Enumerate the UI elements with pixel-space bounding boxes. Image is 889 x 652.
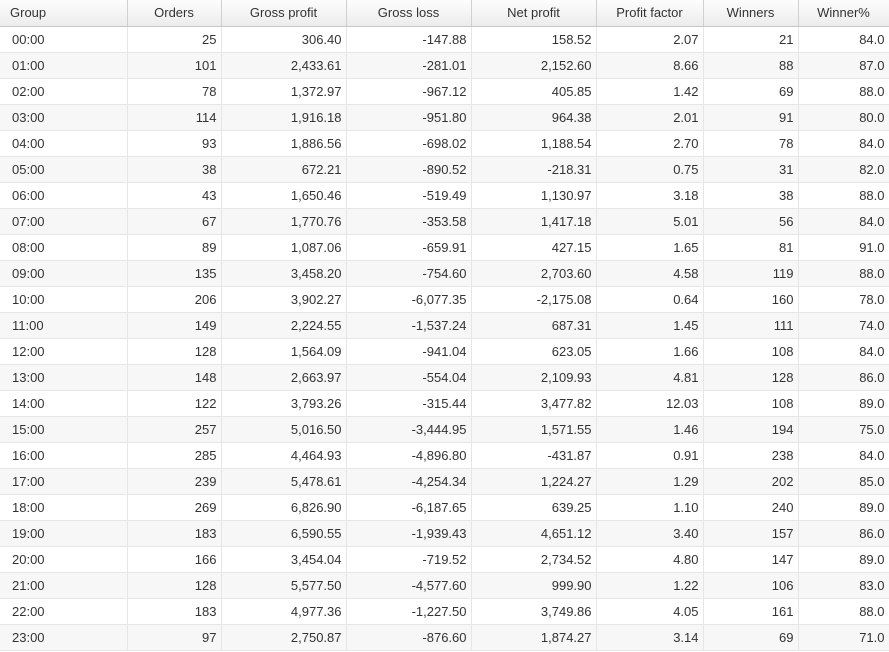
cell-gross-loss: -554.04 [346, 364, 471, 390]
cell-gross-loss: -4,254.34 [346, 468, 471, 494]
cell-gross-profit: 306.40 [221, 26, 346, 52]
table-body [0, 26, 889, 650]
cell-winners: 240 [703, 494, 798, 520]
cell-winners: 78 [703, 130, 798, 156]
cell-gross-profit: 1,650.46 [221, 182, 346, 208]
cell-group: 15:00 [0, 416, 127, 442]
cell-winner-percent: 86.0 [798, 364, 889, 390]
table-row[interactable] [0, 234, 889, 260]
cell-orders: 239 [127, 468, 221, 494]
table-row[interactable] [0, 104, 889, 130]
cell-profit-factor: 3.18 [596, 182, 703, 208]
cell-gross-profit: 1,087.06 [221, 234, 346, 260]
cell-winners: 202 [703, 468, 798, 494]
table-row[interactable] [0, 26, 889, 52]
cell-group: 06:00 [0, 182, 127, 208]
cell-net-profit: 2,152.60 [471, 52, 596, 78]
cell-winners: 106 [703, 572, 798, 598]
table-row[interactable] [0, 572, 889, 598]
cell-profit-factor: 1.22 [596, 572, 703, 598]
cell-orders: 93 [127, 130, 221, 156]
column-header-winner-percent[interactable]: Winner% [798, 0, 889, 26]
cell-winners: 119 [703, 260, 798, 286]
cell-net-profit: 3,477.82 [471, 390, 596, 416]
column-header-profit-factor[interactable]: Profit factor [596, 0, 703, 26]
cell-winners: 194 [703, 416, 798, 442]
cell-group: 02:00 [0, 78, 127, 104]
cell-net-profit: 639.25 [471, 494, 596, 520]
cell-gross-profit: 5,478.61 [221, 468, 346, 494]
cell-winners: 157 [703, 520, 798, 546]
cell-profit-factor: 4.58 [596, 260, 703, 286]
cell-winner-percent: 88.0 [798, 260, 889, 286]
cell-winner-percent: 89.0 [798, 494, 889, 520]
cell-net-profit: 1,417.18 [471, 208, 596, 234]
cell-winners: 161 [703, 598, 798, 624]
cell-orders: 78 [127, 78, 221, 104]
cell-gross-loss: -941.04 [346, 338, 471, 364]
cell-orders: 183 [127, 598, 221, 624]
cell-group: 04:00 [0, 130, 127, 156]
table-header [0, 0, 889, 26]
cell-group: 20:00 [0, 546, 127, 572]
cell-winner-percent: 85.0 [798, 468, 889, 494]
cell-orders: 128 [127, 338, 221, 364]
cell-winners: 56 [703, 208, 798, 234]
table-row[interactable] [0, 260, 889, 286]
cell-net-profit: 1,224.27 [471, 468, 596, 494]
cell-winners: 108 [703, 390, 798, 416]
cell-group: 11:00 [0, 312, 127, 338]
cell-profit-factor: 3.14 [596, 624, 703, 650]
cell-orders: 166 [127, 546, 221, 572]
cell-profit-factor: 0.91 [596, 442, 703, 468]
cell-group: 21:00 [0, 572, 127, 598]
table-row[interactable] [0, 312, 889, 338]
cell-net-profit: 964.38 [471, 104, 596, 130]
cell-net-profit: 3,749.86 [471, 598, 596, 624]
table-row[interactable] [0, 52, 889, 78]
cell-gross-loss: -659.91 [346, 234, 471, 260]
column-header-gross-profit[interactable]: Gross profit [221, 0, 346, 26]
header-row [0, 0, 889, 26]
cell-profit-factor: 3.40 [596, 520, 703, 546]
cell-net-profit: -431.87 [471, 442, 596, 468]
cell-orders: 97 [127, 624, 221, 650]
cell-group: 09:00 [0, 260, 127, 286]
cell-net-profit: 623.05 [471, 338, 596, 364]
cell-orders: 285 [127, 442, 221, 468]
table-row[interactable] [0, 546, 889, 572]
cell-group: 19:00 [0, 520, 127, 546]
cell-net-profit: 2,734.52 [471, 546, 596, 572]
cell-group: 05:00 [0, 156, 127, 182]
cell-profit-factor: 2.01 [596, 104, 703, 130]
cell-gross-profit: 1,886.56 [221, 130, 346, 156]
cell-gross-loss: -4,577.60 [346, 572, 471, 598]
cell-gross-loss: -353.58 [346, 208, 471, 234]
column-header-net-profit[interactable]: Net profit [471, 0, 596, 26]
cell-gross-loss: -519.49 [346, 182, 471, 208]
cell-profit-factor: 1.42 [596, 78, 703, 104]
cell-gross-loss: -1,939.43 [346, 520, 471, 546]
cell-net-profit: 999.90 [471, 572, 596, 598]
cell-gross-loss: -967.12 [346, 78, 471, 104]
cell-winner-percent: 78.0 [798, 286, 889, 312]
cell-gross-profit: 3,458.20 [221, 260, 346, 286]
cell-profit-factor: 1.46 [596, 416, 703, 442]
cell-winner-percent: 74.0 [798, 312, 889, 338]
cell-gross-profit: 5,016.50 [221, 416, 346, 442]
cell-net-profit: 427.15 [471, 234, 596, 260]
cell-group: 00:00 [0, 26, 127, 52]
cell-winners: 38 [703, 182, 798, 208]
cell-winner-percent: 84.0 [798, 26, 889, 52]
cell-orders: 43 [127, 182, 221, 208]
cell-winner-percent: 88.0 [798, 182, 889, 208]
cell-gross-profit: 3,793.26 [221, 390, 346, 416]
table-row[interactable] [0, 442, 889, 468]
cell-winner-percent: 84.0 [798, 442, 889, 468]
cell-winners: 238 [703, 442, 798, 468]
cell-profit-factor: 2.07 [596, 26, 703, 52]
cell-winner-percent: 84.0 [798, 208, 889, 234]
cell-gross-profit: 2,433.61 [221, 52, 346, 78]
cell-orders: 89 [127, 234, 221, 260]
cell-gross-loss: -4,896.80 [346, 442, 471, 468]
cell-orders: 148 [127, 364, 221, 390]
column-header-orders[interactable]: Orders [127, 0, 221, 26]
cell-winner-percent: 91.0 [798, 234, 889, 260]
cell-winners: 108 [703, 338, 798, 364]
table-row[interactable] [0, 338, 889, 364]
cell-gross-profit: 4,977.36 [221, 598, 346, 624]
table-row[interactable] [0, 156, 889, 182]
table-row[interactable] [0, 624, 889, 650]
table-row[interactable] [0, 390, 889, 416]
table-row[interactable] [0, 468, 889, 494]
cell-gross-profit: 5,577.50 [221, 572, 346, 598]
cell-net-profit: 1,571.55 [471, 416, 596, 442]
cell-profit-factor: 12.03 [596, 390, 703, 416]
table-row[interactable] [0, 520, 889, 546]
cell-winner-percent: 88.0 [798, 598, 889, 624]
cell-winners: 21 [703, 26, 798, 52]
cell-winners: 160 [703, 286, 798, 312]
table-row[interactable] [0, 130, 889, 156]
cell-winners: 31 [703, 156, 798, 182]
table-row[interactable] [0, 494, 889, 520]
cell-winners: 91 [703, 104, 798, 130]
cell-orders: 257 [127, 416, 221, 442]
cell-winners: 128 [703, 364, 798, 390]
cell-winner-percent: 71.0 [798, 624, 889, 650]
cell-gross-loss: -6,077.35 [346, 286, 471, 312]
cell-gross-profit: 2,750.87 [221, 624, 346, 650]
cell-gross-loss: -281.01 [346, 52, 471, 78]
cell-profit-factor: 1.10 [596, 494, 703, 520]
cell-group: 22:00 [0, 598, 127, 624]
table-row[interactable] [0, 598, 889, 624]
cell-winners: 147 [703, 546, 798, 572]
cell-winner-percent: 86.0 [798, 520, 889, 546]
cell-gross-loss: -147.88 [346, 26, 471, 52]
cell-winner-percent: 84.0 [798, 338, 889, 364]
table-row[interactable] [0, 78, 889, 104]
cell-gross-profit: 1,372.97 [221, 78, 346, 104]
cell-orders: 67 [127, 208, 221, 234]
cell-net-profit: 1,874.27 [471, 624, 596, 650]
cell-gross-profit: 2,663.97 [221, 364, 346, 390]
cell-net-profit: 2,703.60 [471, 260, 596, 286]
cell-winners: 69 [703, 78, 798, 104]
cell-profit-factor: 1.29 [596, 468, 703, 494]
cell-net-profit: -2,175.08 [471, 286, 596, 312]
cell-winner-percent: 88.0 [798, 78, 889, 104]
cell-net-profit: 2,109.93 [471, 364, 596, 390]
cell-gross-profit: 1,770.76 [221, 208, 346, 234]
cell-profit-factor: 4.81 [596, 364, 703, 390]
cell-winners: 88 [703, 52, 798, 78]
cell-orders: 206 [127, 286, 221, 312]
cell-orders: 38 [127, 156, 221, 182]
cell-group: 12:00 [0, 338, 127, 364]
table-row[interactable] [0, 182, 889, 208]
cell-gross-profit: 6,826.90 [221, 494, 346, 520]
cell-group: 23:00 [0, 624, 127, 650]
cell-orders: 101 [127, 52, 221, 78]
cell-gross-loss: -951.80 [346, 104, 471, 130]
cell-gross-profit: 1,564.09 [221, 338, 346, 364]
cell-group: 01:00 [0, 52, 127, 78]
cell-orders: 135 [127, 260, 221, 286]
cell-profit-factor: 1.45 [596, 312, 703, 338]
cell-orders: 25 [127, 26, 221, 52]
cell-group: 07:00 [0, 208, 127, 234]
cell-net-profit: -218.31 [471, 156, 596, 182]
column-header-group[interactable]: Group [0, 0, 127, 26]
cell-orders: 183 [127, 520, 221, 546]
cell-gross-loss: -6,187.65 [346, 494, 471, 520]
cell-group: 13:00 [0, 364, 127, 390]
cell-orders: 122 [127, 390, 221, 416]
table-row[interactable] [0, 286, 889, 312]
cell-winner-percent: 80.0 [798, 104, 889, 130]
cell-gross-profit: 6,590.55 [221, 520, 346, 546]
cell-gross-loss: -890.52 [346, 156, 471, 182]
cell-winner-percent: 89.0 [798, 546, 889, 572]
cell-orders: 269 [127, 494, 221, 520]
cell-winners: 69 [703, 624, 798, 650]
cell-profit-factor: 4.05 [596, 598, 703, 624]
cell-gross-profit: 3,454.04 [221, 546, 346, 572]
cell-group: 17:00 [0, 468, 127, 494]
cell-profit-factor: 1.65 [596, 234, 703, 260]
cell-gross-loss: -754.60 [346, 260, 471, 286]
table-row[interactable] [0, 208, 889, 234]
cell-gross-profit: 4,464.93 [221, 442, 346, 468]
cell-winners: 111 [703, 312, 798, 338]
cell-winner-percent: 83.0 [798, 572, 889, 598]
table-row[interactable] [0, 364, 889, 390]
cell-winner-percent: 82.0 [798, 156, 889, 182]
cell-net-profit: 1,188.54 [471, 130, 596, 156]
cell-group: 16:00 [0, 442, 127, 468]
cell-net-profit: 1,130.97 [471, 182, 596, 208]
cell-profit-factor: 0.64 [596, 286, 703, 312]
cell-winner-percent: 75.0 [798, 416, 889, 442]
cell-net-profit: 4,651.12 [471, 520, 596, 546]
cell-net-profit: 687.31 [471, 312, 596, 338]
cell-gross-loss: -876.60 [346, 624, 471, 650]
cell-profit-factor: 2.70 [596, 130, 703, 156]
cell-winner-percent: 89.0 [798, 390, 889, 416]
cell-gross-loss: -698.02 [346, 130, 471, 156]
cell-winner-percent: 84.0 [798, 130, 889, 156]
cell-gross-profit: 3,902.27 [221, 286, 346, 312]
cell-gross-loss: -315.44 [346, 390, 471, 416]
cell-group: 14:00 [0, 390, 127, 416]
cell-group: 03:00 [0, 104, 127, 130]
cell-gross-loss: -3,444.95 [346, 416, 471, 442]
cell-orders: 149 [127, 312, 221, 338]
cell-orders: 114 [127, 104, 221, 130]
cell-profit-factor: 0.75 [596, 156, 703, 182]
cell-gross-profit: 1,916.18 [221, 104, 346, 130]
cell-net-profit: 158.52 [471, 26, 596, 52]
cell-gross-profit: 672.21 [221, 156, 346, 182]
cell-gross-loss: -1,227.50 [346, 598, 471, 624]
cell-winner-percent: 87.0 [798, 52, 889, 78]
cell-gross-loss: -719.52 [346, 546, 471, 572]
cell-group: 08:00 [0, 234, 127, 260]
cell-profit-factor: 4.80 [596, 546, 703, 572]
cell-gross-profit: 2,224.55 [221, 312, 346, 338]
cell-winners: 81 [703, 234, 798, 260]
cell-profit-factor: 5.01 [596, 208, 703, 234]
column-header-gross-loss[interactable]: Gross loss [346, 0, 471, 26]
cell-gross-loss: -1,537.24 [346, 312, 471, 338]
cell-profit-factor: 8.66 [596, 52, 703, 78]
table-row[interactable] [0, 416, 889, 442]
cell-group: 10:00 [0, 286, 127, 312]
cell-net-profit: 405.85 [471, 78, 596, 104]
cell-profit-factor: 1.66 [596, 338, 703, 364]
cell-group: 18:00 [0, 494, 127, 520]
cell-orders: 128 [127, 572, 221, 598]
column-header-winners[interactable]: Winners [703, 0, 798, 26]
